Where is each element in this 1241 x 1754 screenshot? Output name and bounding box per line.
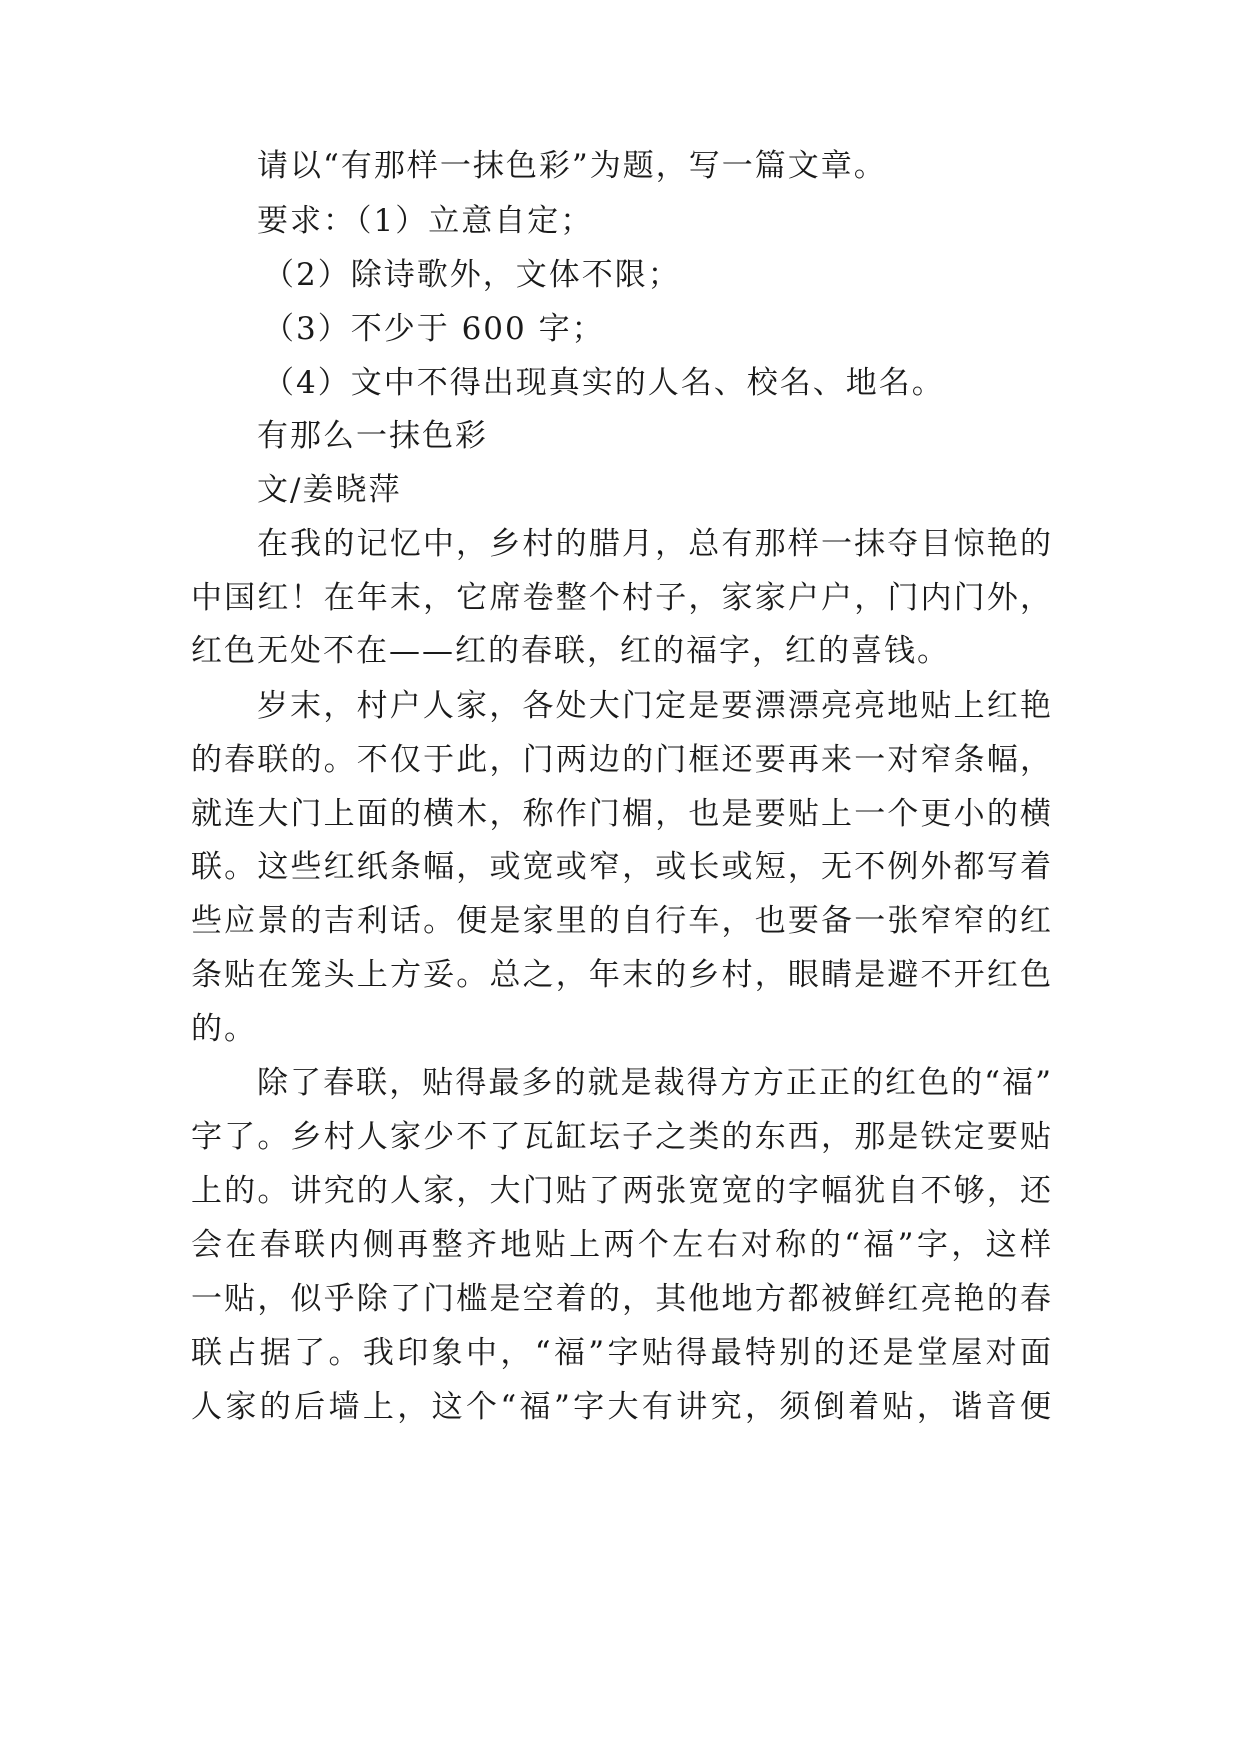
essay-author: 文/姜晓萍 xyxy=(257,472,402,508)
prompt-requirement-4: （4）文中不得出现真实的人名、校名、地名。 xyxy=(263,365,945,401)
prompt-requirement-3: （3）不少于 600 字； xyxy=(263,311,605,347)
paragraph-3-line: 联占据了。我印象中，“福”字贴得最特别的还是堂屋对面 xyxy=(191,1335,1051,1371)
prompt-line: 请以“有那样一抹色彩”为题，写一篇文章。 xyxy=(257,148,887,184)
paragraph-3-line: 上的。讲究的人家，大门贴了两张宽宽的字幅犹自不够，还 xyxy=(191,1173,1051,1209)
paragraph-2-line: 的。 xyxy=(191,1011,257,1047)
paragraph-2-line: 联。这些红纸条幅，或宽或窄，或长或短，无不例外都写着 xyxy=(191,849,1051,885)
paragraph-3-line: 人家的后墙上，这个“福”字大有讲究，须倒着贴，谐音便 xyxy=(191,1389,1051,1425)
paragraph-2-line: 就连大门上面的横木，称作门楣，也是要贴上一个更小的横 xyxy=(191,796,1051,832)
prompt-requirement-2: （2）除诗歌外，文体不限； xyxy=(263,257,681,293)
paragraph-2-line: 条贴在笼头上方妥。总之，年末的乡村，眼睛是避不开红色 xyxy=(191,957,1051,993)
paragraph-3-line: 除了春联，贴得最多的就是裁得方方正正的红色的“福” xyxy=(257,1065,1051,1101)
paragraph-3-line: 一贴，似乎除了门槛是空着的，其他地方都被鲜红亮艳的春 xyxy=(191,1281,1051,1317)
paragraph-3-line: 字了。乡村人家少不了瓦缸坛子之类的东西，那是铁定要贴 xyxy=(191,1119,1051,1155)
paragraph-1-line: 中国红！在年末，它席卷整个村子，家家户户，门内门外， xyxy=(191,580,1051,616)
paragraph-2-line: 的春联的。不仅于此，门两边的门框还要再来一对窄条幅， xyxy=(191,742,1051,778)
paragraph-1-line: 在我的记忆中，乡村的腊月，总有那样一抹夺目惊艳的 xyxy=(257,526,1051,562)
prompt-requirements-line: 要求：（1）立意自定； xyxy=(257,203,594,239)
paragraph-2-line: 岁末，村户人家，各处大门定是要漂漂亮亮地贴上红艳 xyxy=(257,688,1051,724)
paragraph-1-line: 红色无处不在——红的春联，红的福字，红的喜钱。 xyxy=(191,633,950,669)
essay-title: 有那么一抹色彩 xyxy=(257,418,488,454)
paragraph-2-line: 些应景的吉利话。便是家里的自行车，也要备一张窄窄的红 xyxy=(191,903,1051,939)
paragraph-3-line: 会在春联内侧再整齐地贴上两个左右对称的“福”字，这样 xyxy=(191,1227,1051,1263)
